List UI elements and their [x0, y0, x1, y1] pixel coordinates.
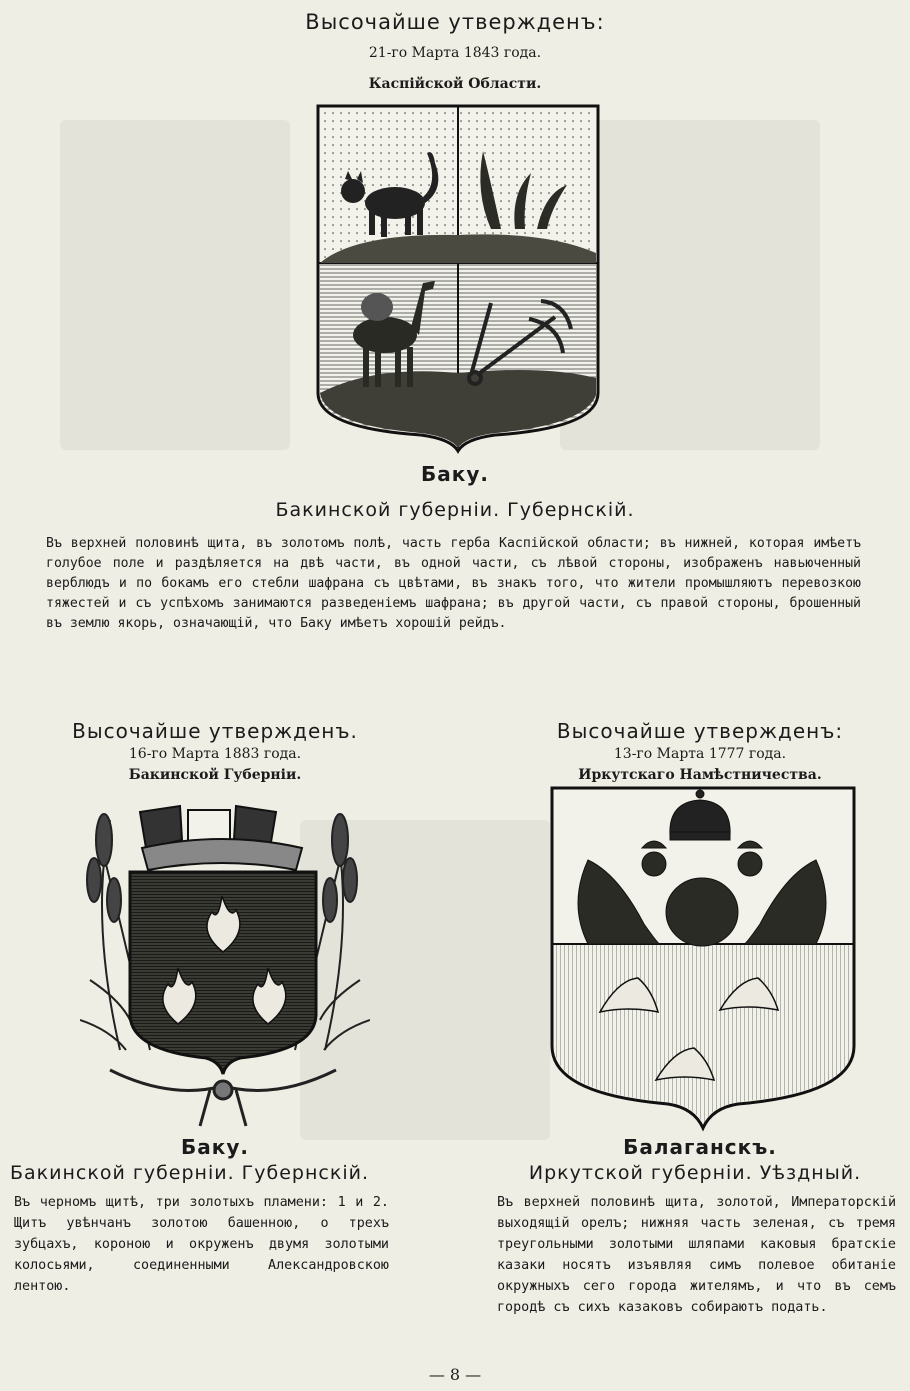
- tower-crown-icon: [140, 806, 302, 870]
- left-city: Баку.: [181, 1135, 249, 1159]
- baku-1883-coat-of-arms: [80, 800, 370, 1132]
- top-region: Каспійской Области.: [368, 76, 542, 92]
- top-date: 21-го Марта 1843 года.: [368, 45, 542, 61]
- left-approval: Высочайше утвержденъ.: [72, 719, 358, 743]
- right-approval: Высочайше утвержденъ:: [556, 719, 844, 743]
- top-description: Въ верхней половинѣ щита, въ золотомъ полѣ, часть герба Каспійской области; въ нижней, которая имѣетъ голубое поле и раздѣляется на двѣ части, въ одной части, съ лѣвой стороны, изображенъ навьюченный верблюдъ и по бокамъ его стебли шафрана съ цвѣтами, въ знакъ того, что жители промышляютъ перевозкою тяжестей и съ успѣхомъ занимаются разведеніемъ шафрана; въ другой части, съ правой стороны, брошенный въ землю якорь, означающій, что Баку имѣетъ хорошій рейдъ.: [46, 536, 861, 631]
- right-city: Балаганскъ.: [623, 1135, 777, 1159]
- left-description: Въ черномъ щитѣ, три золотыхъ пламени: 1 и 2. Щитъ увѣнчанъ золотою башенною, о трехъ зубцахъ, короною и окруженъ двумя золотыми колосьями, соединенными Александровскою лентою.: [14, 1195, 389, 1294]
- alexander-ribbon-icon: [110, 1070, 336, 1126]
- right-date: 13-го Марта 1777 года.: [613, 746, 787, 762]
- left-region: Бакинской Губерніи.: [128, 767, 302, 783]
- page-number: — 8 —: [428, 1365, 482, 1384]
- right-subtitle: Иркутской губерніи. Уѣздный.: [528, 1162, 862, 1184]
- left-subtitle: Бакинской губерніи. Губернскій.: [10, 1162, 369, 1184]
- top-approval: Высочайше утвержденъ:: [305, 10, 605, 34]
- right-description: Въ верхней половинѣ щита, золотой, Императорскій выходящій орелъ; нижняя часть зеленая, съ тремя треугольными золотыми шляпами каковыя братскіе казаки носятъ изъявляя симъ полевое обитаніе окружныхъ сего города жителямъ, и что въ семъ городѣ съ сихъ казаковъ собираютъ подать.: [497, 1195, 896, 1315]
- top-city: Баку.: [421, 462, 489, 486]
- right-region: Иркутскаго Намѣстничества.: [578, 767, 822, 783]
- baku-1843-coat-of-arms: [315, 103, 601, 455]
- top-subtitle: Бакинской губерніи. Губернскій.: [275, 499, 635, 521]
- balagansk-coat-of-arms: [548, 784, 858, 1134]
- left-date: 16-го Марта 1883 года.: [128, 746, 302, 762]
- bleed-through-left: [60, 120, 290, 450]
